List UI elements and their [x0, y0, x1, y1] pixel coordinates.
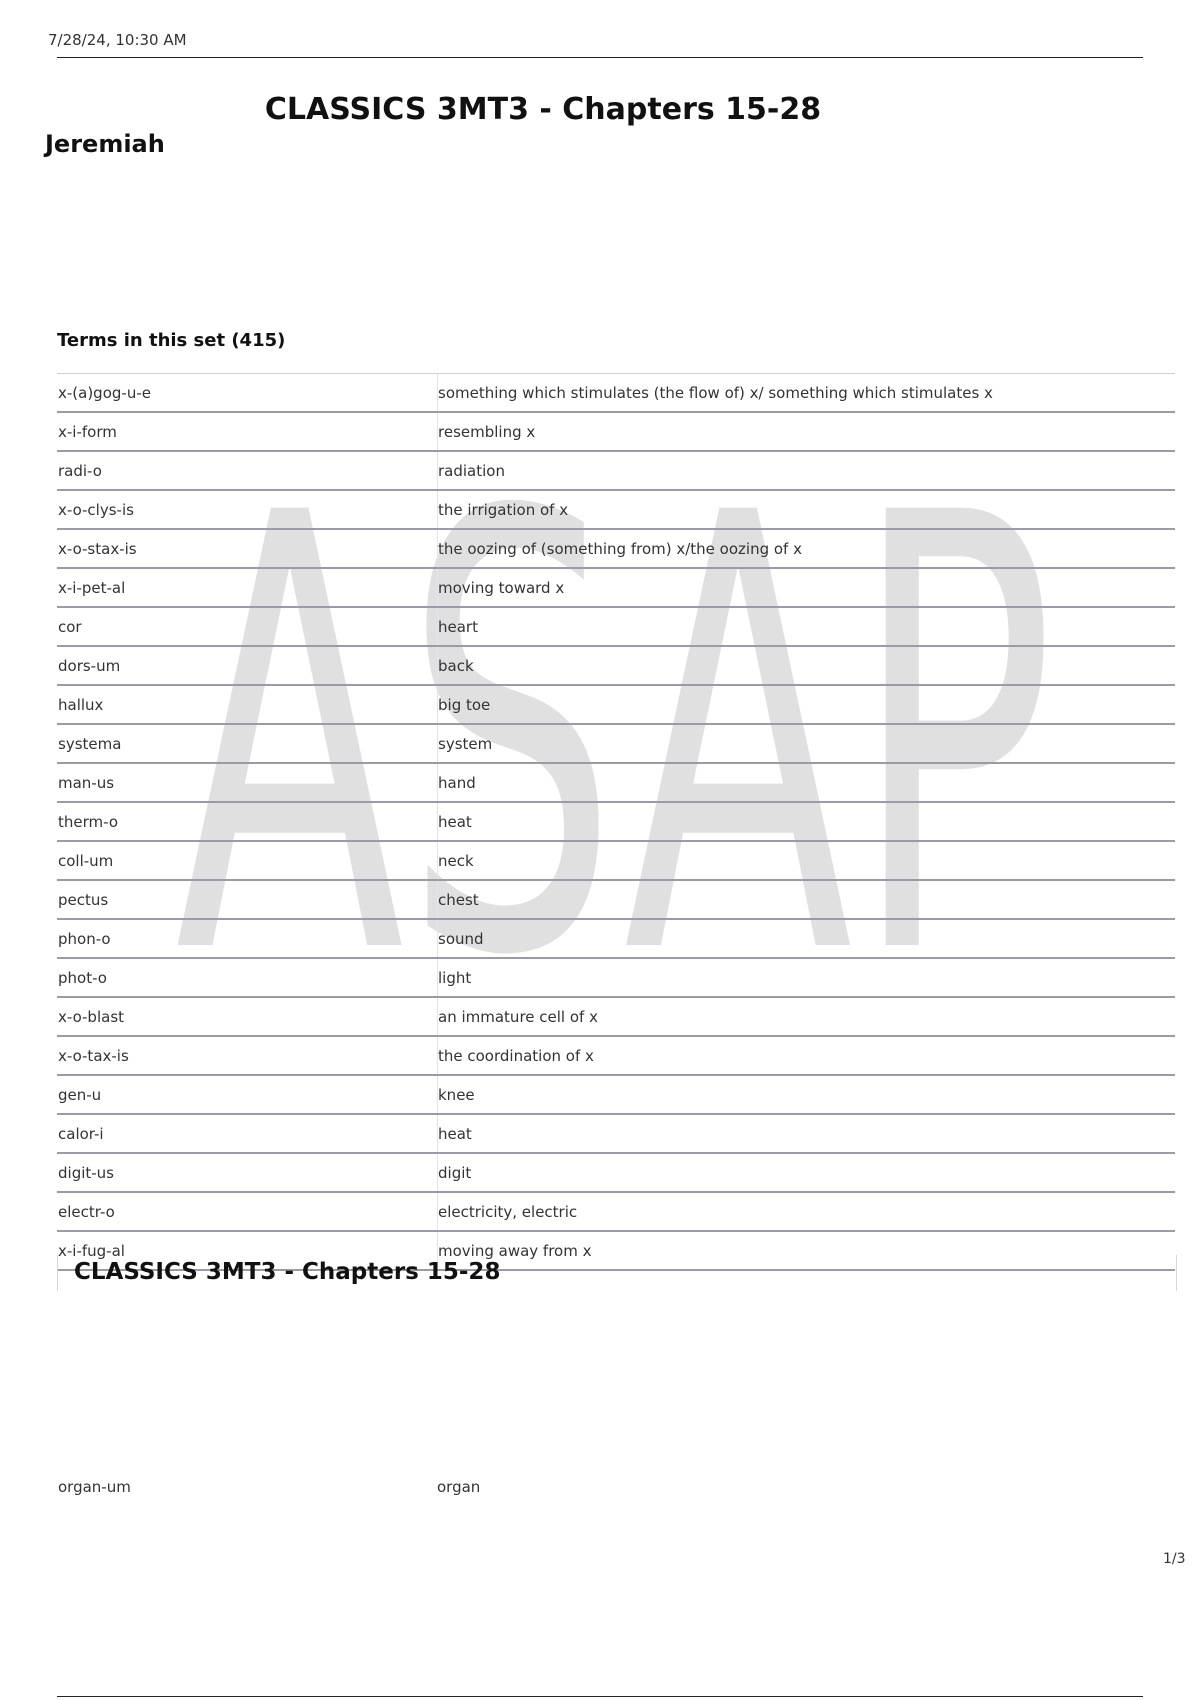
- term-row: [57, 1114, 1175, 1153]
- term-row: [57, 412, 1175, 451]
- card-title: CLASSICS 3MT3 - Chapters 15-28: [74, 1259, 501, 1285]
- term-cell: x-o-stax-is: [57, 529, 438, 568]
- term-row: [57, 1192, 1175, 1231]
- term-cell: x-o-clys-is: [57, 490, 438, 529]
- definition-cell: light: [438, 958, 1176, 997]
- definition-cell: system: [438, 724, 1176, 763]
- definition-cell: something which stimulates (the flow of) x/ something which stimulates x: [438, 374, 1176, 413]
- term-row: [57, 997, 1175, 1036]
- term-cell: hallux: [57, 685, 438, 724]
- term-cell: x-(a)gog-u-e: [57, 374, 438, 413]
- term-cell: dors-um: [57, 646, 438, 685]
- term-row: [57, 607, 1175, 646]
- page-number: 1/3: [1163, 1551, 1186, 1567]
- definition-cell: neck: [438, 841, 1176, 880]
- term-row: [57, 568, 1175, 607]
- definition-cell: hand: [438, 763, 1176, 802]
- bottom-divider: [57, 1696, 1143, 1697]
- term-cell: coll-um: [57, 841, 438, 880]
- card-header: [57, 1255, 1177, 1291]
- terms-table: [57, 373, 1175, 1271]
- term-cell: digit-us: [57, 1153, 438, 1192]
- term-cell: radi-o: [57, 451, 438, 490]
- term-row-extra: [58, 1478, 1158, 1502]
- definition-cell: radiation: [438, 451, 1176, 490]
- term-cell: organ-um: [58, 1478, 131, 1496]
- author-name: Jeremiah: [45, 130, 165, 158]
- term-cell: electr-o: [57, 1192, 438, 1231]
- term-cell: x-i-fug-al: [57, 1231, 438, 1270]
- term-row: [57, 374, 1175, 413]
- term-row: [57, 919, 1175, 958]
- term-row: [57, 685, 1175, 724]
- term-cell: x-i-form: [57, 412, 438, 451]
- term-row: [57, 724, 1175, 763]
- term-cell: cor: [57, 607, 438, 646]
- term-cell: x-o-tax-is: [57, 1036, 438, 1075]
- term-cell: x-i-pet-al: [57, 568, 438, 607]
- term-row: [57, 490, 1175, 529]
- term-row: [57, 451, 1175, 490]
- term-cell: man-us: [57, 763, 438, 802]
- term-cell: therm-o: [57, 802, 438, 841]
- definition-cell: big toe: [438, 685, 1176, 724]
- term-cell: phon-o: [57, 919, 438, 958]
- definition-cell: the irrigation of x: [438, 490, 1176, 529]
- term-row: [57, 880, 1175, 919]
- definition-cell: organ: [437, 1478, 481, 1496]
- term-cell: x-o-blast: [57, 997, 438, 1036]
- term-row: [57, 958, 1175, 997]
- term-cell: phot-o: [57, 958, 438, 997]
- definition-cell: heat: [438, 802, 1176, 841]
- document-title: CLASSICS 3MT3 - Chapters 15-28: [264, 92, 822, 127]
- definition-cell: heat: [438, 1114, 1176, 1153]
- definition-cell: knee: [438, 1075, 1176, 1114]
- definition-cell: back: [438, 646, 1176, 685]
- definition-cell: electricity, electric: [438, 1192, 1176, 1231]
- top-divider: [57, 57, 1143, 58]
- term-row: [57, 841, 1175, 880]
- terms-count-heading: Terms in this set (415): [57, 330, 286, 351]
- term-row: [57, 529, 1175, 568]
- definition-cell: the coordination of x: [438, 1036, 1176, 1075]
- definition-cell: chest: [438, 880, 1176, 919]
- term-row: [57, 1075, 1175, 1114]
- definition-cell: digit: [438, 1153, 1176, 1192]
- term-cell: calor-i: [57, 1114, 438, 1153]
- definition-cell: resembling x: [438, 412, 1176, 451]
- definition-cell: sound: [438, 919, 1176, 958]
- term-row: [57, 763, 1175, 802]
- term-row: [57, 802, 1175, 841]
- print-timestamp: 7/28/24, 10:30 AM: [48, 31, 187, 49]
- definition-cell: heart: [438, 607, 1176, 646]
- term-cell: pectus: [57, 880, 438, 919]
- definition-cell: moving toward x: [438, 568, 1176, 607]
- term-cell: gen-u: [57, 1075, 438, 1114]
- watermark-text: ASAP: [175, 388, 1055, 985]
- definition-cell: an immature cell of x: [438, 997, 1176, 1036]
- definition-cell: moving away from x: [438, 1231, 1176, 1270]
- definition-cell: the oozing of (something from) x/the oozing of x: [438, 529, 1176, 568]
- term-row: [57, 1036, 1175, 1075]
- term-cell: systema: [57, 724, 438, 763]
- term-row: [57, 646, 1175, 685]
- term-row: [57, 1153, 1175, 1192]
